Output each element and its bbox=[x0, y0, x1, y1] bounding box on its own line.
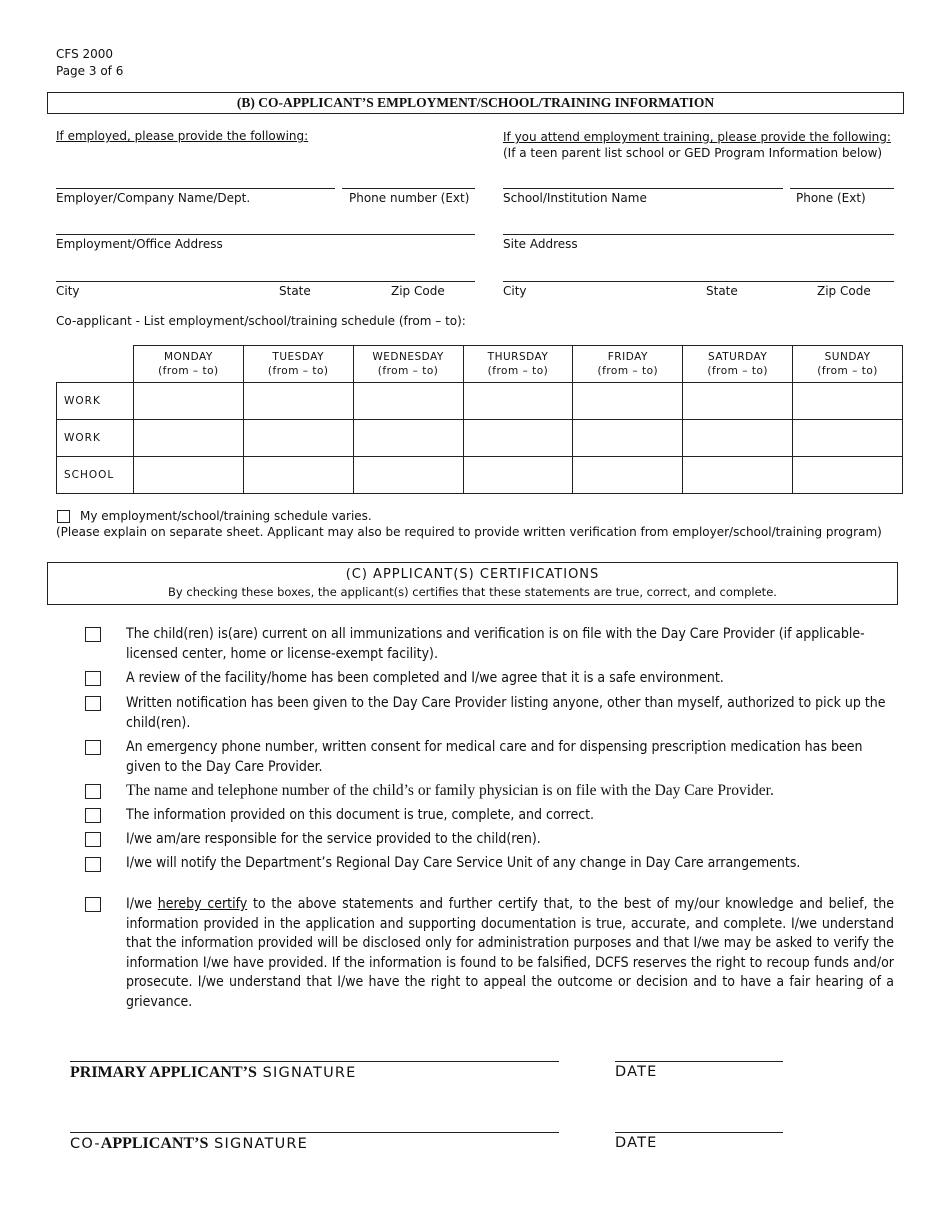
section-b-title: (B) CO-APPLICANT’S EMPLOYMENT/SCHOOL/TRAINING INFORMATION bbox=[236, 95, 715, 110]
cert-checkbox-info-true[interactable] bbox=[85, 808, 101, 823]
day-header-monday: MONDAY (from – to) bbox=[133, 346, 243, 383]
section-c-subtitle: By checking these boxes, the applicant(s) certifies that these statements are true, correct, and complete. bbox=[168, 585, 777, 599]
day-header-tuesday: TUESDAY (from – to) bbox=[243, 346, 353, 383]
cert-text-physician-info: The name and telephone number of the child’s or family physician is on file with the Day Care Provider. bbox=[126, 782, 774, 799]
employment-zip-label: Zip Code bbox=[391, 284, 445, 298]
schedule-table bbox=[56, 345, 903, 494]
school-label: School/Institution Name bbox=[503, 191, 647, 205]
day-header-sunday: SUNDAY (from – to) bbox=[793, 346, 903, 383]
schedule-cell[interactable] bbox=[573, 383, 683, 420]
site-city-state-zip-input[interactable] bbox=[503, 281, 894, 282]
schedule-cell[interactable] bbox=[243, 457, 353, 494]
employer-input[interactable] bbox=[56, 188, 335, 189]
co-date-label: DATE bbox=[615, 1135, 658, 1151]
cert-text-info-true: The information provided on this document is true, complete, and correct. bbox=[126, 807, 595, 823]
training-intro-block bbox=[503, 129, 891, 161]
cert-text-notify-changes: I/we will notify the Department’s Regional Day Care Service Unit of any change in Day Care arrangements. bbox=[126, 855, 801, 871]
row-label-work-1: WORK bbox=[57, 383, 134, 420]
schedule-header-row bbox=[57, 346, 903, 383]
schedule-cell[interactable] bbox=[683, 383, 793, 420]
cert-checkbox-pickup-notification[interactable] bbox=[85, 696, 101, 711]
primary-date-label: DATE bbox=[615, 1064, 658, 1080]
schedule-varies-label: My employment/school/training schedule varies. bbox=[80, 509, 372, 523]
day-header-thursday: THURSDAY (from – to) bbox=[463, 346, 573, 383]
primary-date-input[interactable] bbox=[615, 1061, 783, 1062]
schedule-varies-note: (Please explain on separate sheet. Applicant may also be required to provide written verification from employer/school/training program) bbox=[56, 525, 882, 539]
employment-state-label: State bbox=[279, 284, 311, 298]
schedule-cell[interactable] bbox=[793, 383, 903, 420]
day-header-saturday: SATURDAY (from – to) bbox=[683, 346, 793, 383]
row-label-work-2: WORK bbox=[57, 420, 134, 457]
training-note: (If a teen parent list school or GED Program Information below) bbox=[503, 146, 883, 160]
employer-phone-label: Phone number (Ext) bbox=[349, 191, 470, 205]
table-row bbox=[57, 383, 903, 420]
cert-checkbox-facility-review[interactable] bbox=[85, 671, 101, 686]
schedule-cell[interactable] bbox=[353, 457, 463, 494]
schedule-cell[interactable] bbox=[573, 457, 683, 494]
schedule-cell[interactable] bbox=[243, 420, 353, 457]
schedule-cell[interactable] bbox=[683, 457, 793, 494]
site-address-label: Site Address bbox=[503, 237, 578, 251]
cert-checkbox-responsible[interactable] bbox=[85, 832, 101, 847]
cert-text-facility-review: A review of the facility/home has been completed and I/we agree that it is a safe environment. bbox=[126, 670, 724, 686]
cert-text-responsible: I/we am/are responsible for the service provided to the child(ren). bbox=[126, 831, 541, 847]
co-signature-label: CO-APPLICANT’S SIGNATURE bbox=[70, 1135, 309, 1152]
table-row bbox=[57, 457, 903, 494]
employed-intro: If employed, please provide the following: bbox=[56, 129, 309, 143]
cert-text-final-certify: I/we hereby certify to the above statements and further certify that, to the best of my/our knowledge and belief, the information provided in the application and supporting documentation is true, accurate, and complete. I/we understand that the information provided will be disclosed only for administration purposes and that I/we may be asked to verify the information I/we have provided. If the information is found to be falsified, DCFS reserves the right to recoup funds and/or prosecute. I/we understand that I/we have the right to appeal the outcome or decision and to have a fair hearing of a grievance. bbox=[126, 896, 894, 1010]
cert-checkbox-physician-info[interactable] bbox=[85, 784, 101, 799]
site-address-input[interactable] bbox=[503, 234, 894, 235]
row-label-school: SCHOOL bbox=[57, 457, 134, 494]
schedule-cell[interactable] bbox=[463, 457, 573, 494]
schedule-cell[interactable] bbox=[353, 383, 463, 420]
schedule-intro: Co-applicant - List employment/school/training schedule (from – to): bbox=[56, 314, 466, 328]
table-row bbox=[57, 420, 903, 457]
site-zip-label: Zip Code bbox=[817, 284, 871, 298]
section-b-header bbox=[47, 92, 904, 114]
schedule-cell[interactable] bbox=[793, 420, 903, 457]
school-phone-label: Phone (Ext) bbox=[796, 191, 866, 205]
page-number: Page 3 of 6 bbox=[56, 64, 124, 78]
form-id: CFS 2000 bbox=[56, 47, 114, 61]
employer-label: Employer/Company Name/Dept. bbox=[56, 191, 251, 205]
school-input[interactable] bbox=[503, 188, 783, 189]
schedule-cell[interactable] bbox=[683, 420, 793, 457]
employer-phone-input[interactable] bbox=[342, 188, 475, 189]
training-intro: If you attend employment training, please provide the following: bbox=[503, 130, 891, 144]
form-header bbox=[56, 46, 123, 80]
section-c-header bbox=[47, 562, 898, 605]
schedule-cell[interactable] bbox=[133, 457, 243, 494]
primary-signature-input[interactable] bbox=[70, 1061, 559, 1062]
co-signature-input[interactable] bbox=[70, 1132, 559, 1133]
employment-address-label: Employment/Office Address bbox=[56, 237, 223, 251]
section-c-title: (C) APPLICANT(S) CERTIFICATIONS bbox=[345, 567, 600, 582]
site-city-label: City bbox=[503, 284, 527, 298]
schedule-corner bbox=[57, 346, 134, 383]
hereby-certify-text: hereby certify bbox=[157, 896, 248, 912]
schedule-cell[interactable] bbox=[133, 420, 243, 457]
cert-text-pickup-notification: Written notification has been given to the Day Care Provider listing anyone, other than myself, authorized to pick up the child(ren). bbox=[126, 695, 886, 731]
schedule-cell[interactable] bbox=[243, 383, 353, 420]
co-date-input[interactable] bbox=[615, 1132, 783, 1133]
schedule-varies-checkbox[interactable] bbox=[57, 510, 70, 523]
employment-city-label: City bbox=[56, 284, 80, 298]
cert-checkbox-final-certify[interactable] bbox=[85, 897, 101, 912]
schedule-cell[interactable] bbox=[573, 420, 683, 457]
day-header-wednesday: WEDNESDAY (from – to) bbox=[353, 346, 463, 383]
schedule-cell[interactable] bbox=[353, 420, 463, 457]
cert-checkbox-notify-changes[interactable] bbox=[85, 857, 101, 872]
site-state-label: State bbox=[706, 284, 738, 298]
cert-checkbox-emergency-info[interactable] bbox=[85, 740, 101, 755]
employment-city-state-zip-input[interactable] bbox=[56, 281, 475, 282]
schedule-cell[interactable] bbox=[133, 383, 243, 420]
employment-address-input[interactable] bbox=[56, 234, 475, 235]
schedule-cell[interactable] bbox=[463, 383, 573, 420]
schedule-cell[interactable] bbox=[793, 457, 903, 494]
school-phone-input[interactable] bbox=[790, 188, 894, 189]
schedule-cell[interactable] bbox=[463, 420, 573, 457]
cert-checkbox-immunizations[interactable] bbox=[85, 627, 101, 642]
primary-signature-label: PRIMARY APPLICANT’S SIGNATURE bbox=[70, 1064, 357, 1081]
cert-text-immunizations: The child(ren) is(are) current on all immunizations and verification is on file with the Day Care Provider (if applicable- licensed center, home or license-exempt facility). bbox=[126, 626, 865, 662]
day-header-friday: FRIDAY (from – to) bbox=[573, 346, 683, 383]
cert-text-emergency-info: An emergency phone number, written consent for medical care and for dispensing prescription medication has been given to the Day Care Provider. bbox=[126, 739, 863, 775]
